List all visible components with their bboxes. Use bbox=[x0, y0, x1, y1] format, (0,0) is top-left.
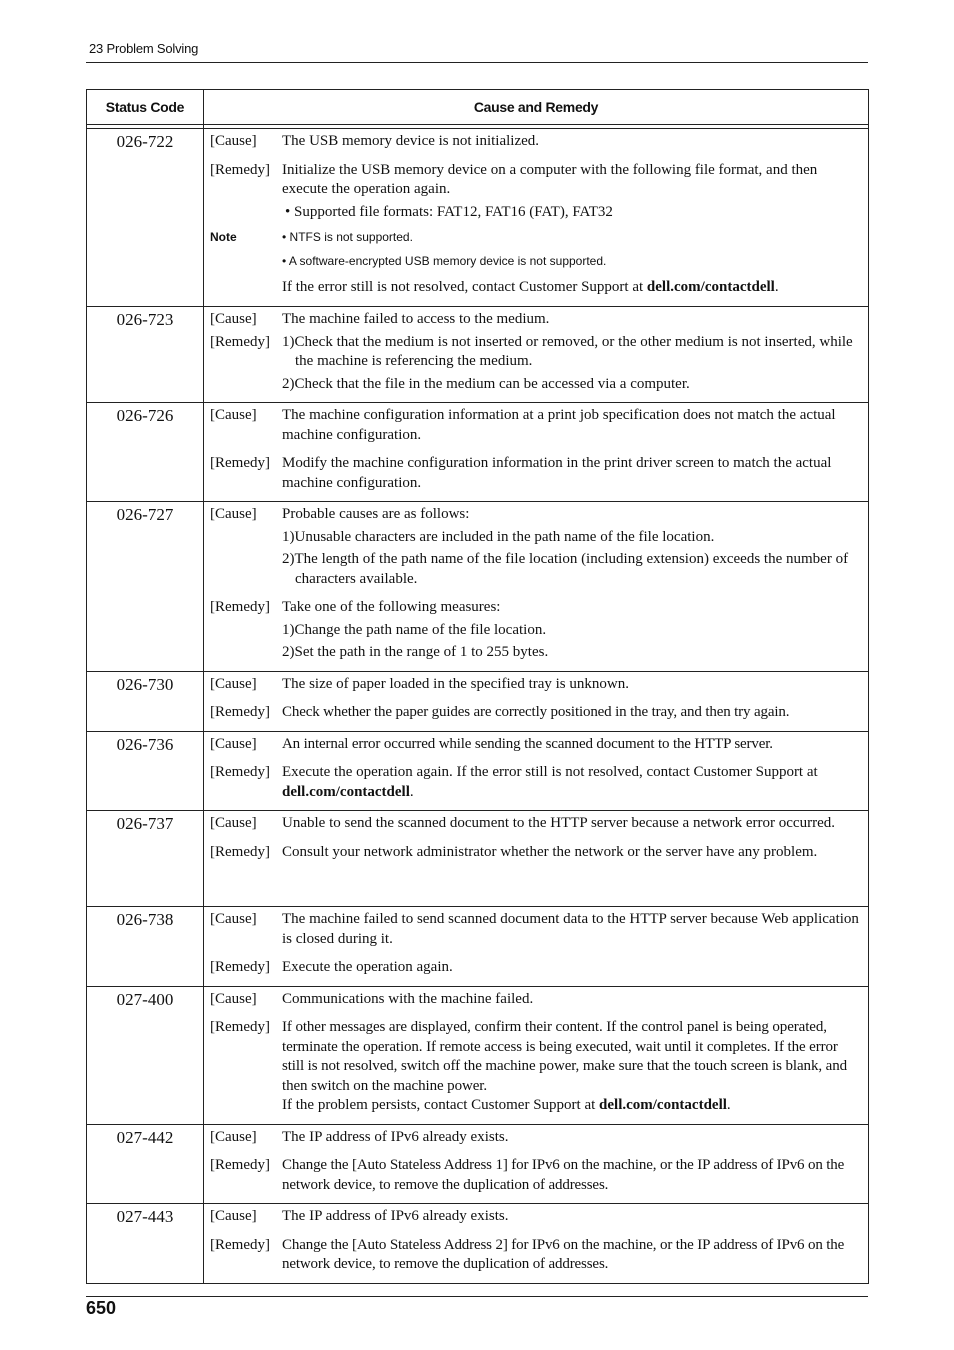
cause-line bbox=[210, 735, 862, 755]
status-code: 027-442 bbox=[87, 1124, 204, 1204]
remedy-tag: [Remedy] bbox=[210, 599, 270, 615]
cause-remedy-cell bbox=[204, 811, 869, 907]
cause-line bbox=[210, 910, 862, 949]
cause-tag: [Cause] bbox=[210, 311, 257, 327]
cause-tag: [Cause] bbox=[210, 506, 257, 522]
cause-remedy-cell bbox=[204, 731, 869, 811]
cause-line bbox=[210, 990, 862, 1010]
chapter-header: 23 Problem Solving bbox=[89, 41, 199, 56]
note-label: Note bbox=[210, 230, 237, 244]
remedy-bullet: • Supported file formats: FAT12, FAT16 (FAT), FAT32 bbox=[285, 203, 613, 220]
followup-text: If the error still is not resolved, contact Customer Support at bbox=[282, 279, 647, 295]
note-text: • NTFS is not supported. bbox=[282, 230, 413, 244]
cause-item: 1)Unusable characters are included in the path name of the file location. bbox=[282, 528, 715, 545]
table-row bbox=[87, 986, 869, 1124]
cause-tag: [Cause] bbox=[210, 990, 257, 1007]
cause-tag: [Cause] bbox=[210, 735, 257, 752]
remedy-tag: [Remedy] bbox=[210, 764, 270, 780]
header-rule bbox=[86, 62, 868, 63]
status-code: 027-443 bbox=[87, 1204, 204, 1284]
remedy-step: 1)Check that the medium is not inserted or removed, or the other medium is not inserted, while the machine is referencing the medium. bbox=[282, 333, 853, 369]
remedy-text: Initialize the USB memory device on a computer with the following file format, and then execute the operation again. bbox=[282, 161, 818, 197]
remedy-line bbox=[210, 1018, 862, 1116]
remedy-line bbox=[210, 333, 862, 395]
remedy-step: 2)Set the path in the range of 1 to 255 bytes. bbox=[282, 644, 549, 660]
table-row bbox=[87, 1204, 869, 1284]
cause-line bbox=[210, 1207, 862, 1227]
cause-remedy-cell bbox=[204, 1204, 869, 1284]
cause-tag: [Cause] bbox=[210, 1208, 257, 1224]
remedy-text: Take one of the following measures: bbox=[282, 599, 501, 615]
cause-tag: [Cause] bbox=[210, 911, 257, 927]
cause-remedy-cell bbox=[204, 986, 869, 1124]
table-row bbox=[87, 811, 869, 907]
cause-line bbox=[210, 1128, 862, 1148]
note-text: • A software-encrypted USB memory device is not supported. bbox=[282, 254, 607, 268]
cause-text: The USB memory device is not initialized. bbox=[282, 133, 540, 149]
cause-tag: [Cause] bbox=[210, 815, 257, 831]
cause-text: An internal error occurred while sending the scanned document to the HTTP server. bbox=[282, 735, 773, 752]
cause-text: Probable causes are as follows: bbox=[282, 506, 470, 522]
status-code: 026-727 bbox=[87, 502, 204, 672]
cause-line bbox=[210, 406, 862, 445]
remedy-line bbox=[210, 763, 862, 802]
remedy-line bbox=[210, 1236, 862, 1275]
cause-line bbox=[210, 814, 862, 834]
remedy-tag: [Remedy] bbox=[210, 455, 270, 471]
status-code: 026-726 bbox=[87, 403, 204, 502]
followup-end: . bbox=[774, 279, 779, 295]
status-code: 026-730 bbox=[87, 671, 204, 731]
remedy-tag: [Remedy] bbox=[210, 704, 270, 720]
remedy-tag: [Remedy] bbox=[210, 959, 270, 975]
remedy-line bbox=[210, 454, 862, 493]
cause-text: The machine configuration information at a print job specification does not match the actual machine configuration. bbox=[282, 407, 836, 443]
remedy-end: . bbox=[726, 1097, 731, 1113]
table-row bbox=[87, 1124, 869, 1204]
remedy-tag: [Remedy] bbox=[210, 1157, 270, 1173]
table-row bbox=[87, 671, 869, 731]
table-row bbox=[87, 403, 869, 502]
table-header-row bbox=[87, 90, 869, 125]
footer-rule bbox=[86, 1296, 868, 1297]
support-link[interactable]: dell.com/contactdell bbox=[646, 279, 775, 295]
cause-line bbox=[210, 505, 862, 589]
remedy-text: Execute the operation again. bbox=[282, 959, 453, 975]
cause-line bbox=[210, 132, 862, 152]
table-row bbox=[87, 307, 869, 403]
cause-text: The machine failed to access to the medium. bbox=[282, 311, 550, 327]
followup-line bbox=[210, 278, 862, 298]
remedy-line bbox=[210, 598, 862, 663]
remedy-step: 1)Change the path name of the file location. bbox=[282, 621, 547, 638]
table-row bbox=[87, 129, 869, 307]
cause-line bbox=[210, 310, 862, 330]
column-header-cause-remedy: Cause and Remedy bbox=[204, 90, 869, 125]
remedy-text: If the problem persists, contact Customer Support at bbox=[282, 1097, 600, 1113]
remedy-tag: [Remedy] bbox=[210, 843, 270, 860]
remedy-tag: [Remedy] bbox=[210, 1236, 270, 1253]
remedy-line bbox=[210, 958, 862, 978]
cause-remedy-cell bbox=[204, 129, 869, 307]
cause-remedy-cell bbox=[204, 1124, 869, 1204]
remedy-line bbox=[210, 703, 862, 723]
note-item bbox=[210, 229, 862, 245]
page-number: 650 bbox=[86, 1298, 117, 1318]
remedy-tag: [Remedy] bbox=[210, 333, 270, 350]
remedy-text: Modify the machine configuration information in the print driver screen to match the actual machine configuration. bbox=[282, 455, 832, 491]
support-link[interactable]: dell.com/contactdell bbox=[282, 783, 410, 800]
status-code: 026-722 bbox=[87, 129, 204, 307]
cause-tag: [Cause] bbox=[210, 133, 257, 149]
cause-remedy-cell bbox=[204, 907, 869, 987]
remedy-text: Change the [Auto Stateless Address 2] for IPv6 on the machine, or the IP address of IPv6 on the network device, to remove the duplication of addresses. bbox=[282, 1236, 845, 1272]
table-row bbox=[87, 502, 869, 672]
status-code: 027-400 bbox=[87, 986, 204, 1124]
remedy-line bbox=[210, 1156, 862, 1195]
cause-item: 2)The length of the path name of the file location (including extension) exceeds the number of characters available. bbox=[282, 551, 849, 587]
cause-tag: [Cause] bbox=[210, 407, 257, 423]
status-code: 026-738 bbox=[87, 907, 204, 987]
cause-remedy-cell bbox=[204, 502, 869, 672]
cause-text: The IP address of IPv6 already exists. bbox=[282, 1208, 509, 1224]
status-code: 026-737 bbox=[87, 811, 204, 907]
cause-remedy-cell bbox=[204, 307, 869, 403]
remedy-text: Execute the operation again. If the error still is not resolved, contact Customer Support at bbox=[282, 764, 818, 780]
remedy-tag: [Remedy] bbox=[210, 1019, 270, 1035]
remedy-end: . bbox=[409, 783, 414, 800]
support-link[interactable]: dell.com/contactdell bbox=[599, 1097, 727, 1113]
table-row bbox=[87, 731, 869, 811]
remedy-text: Check whether the paper guides are correctly positioned in the tray, and then try again. bbox=[282, 704, 790, 720]
cause-remedy-cell bbox=[204, 671, 869, 731]
cause-text: The machine failed to send scanned document data to the HTTP server because Web application is closed during it. bbox=[282, 911, 859, 947]
cause-text: Communications with the machine failed. bbox=[282, 990, 534, 1007]
remedy-line bbox=[210, 843, 862, 863]
remedy-tag: [Remedy] bbox=[210, 161, 270, 178]
cause-text: Unable to send the scanned document to the HTTP server because a network error occurred. bbox=[282, 815, 835, 831]
cause-tag: [Cause] bbox=[210, 1128, 257, 1145]
remedy-line bbox=[210, 161, 862, 223]
remedy-text: Change the [Auto Stateless Address 1] for IPv6 on the machine, or the IP address of IPv6 on the network device, to remove the duplication of addresses. bbox=[282, 1157, 845, 1193]
cause-tag: [Cause] bbox=[210, 675, 257, 692]
cause-remedy-cell bbox=[204, 403, 869, 502]
remedy-text: Consult your network administrator whether the network or the server have any problem. bbox=[282, 843, 818, 860]
note-item bbox=[210, 253, 862, 269]
column-header-status-code: Status Code bbox=[87, 90, 204, 125]
table-row bbox=[87, 907, 869, 987]
cause-text: The size of paper loaded in the specified tray is unknown. bbox=[282, 675, 629, 692]
status-code: 026-723 bbox=[87, 307, 204, 403]
status-code: 026-736 bbox=[87, 731, 204, 811]
remedy-text: If other messages are displayed, confirm their content. If the control panel is being operated, terminate the operation. If remote access is being executed, wait until it completes. If the error still is not resolved, switch off the machine power, make sure that the touch screen is blank, and then switch on the machine power. bbox=[282, 1019, 848, 1094]
cause-line bbox=[210, 675, 862, 695]
status-code-table bbox=[86, 89, 869, 1284]
cause-text: The IP address of IPv6 already exists. bbox=[282, 1128, 509, 1145]
remedy-step: 2)Check that the file in the medium can be accessed via a computer. bbox=[282, 375, 690, 392]
